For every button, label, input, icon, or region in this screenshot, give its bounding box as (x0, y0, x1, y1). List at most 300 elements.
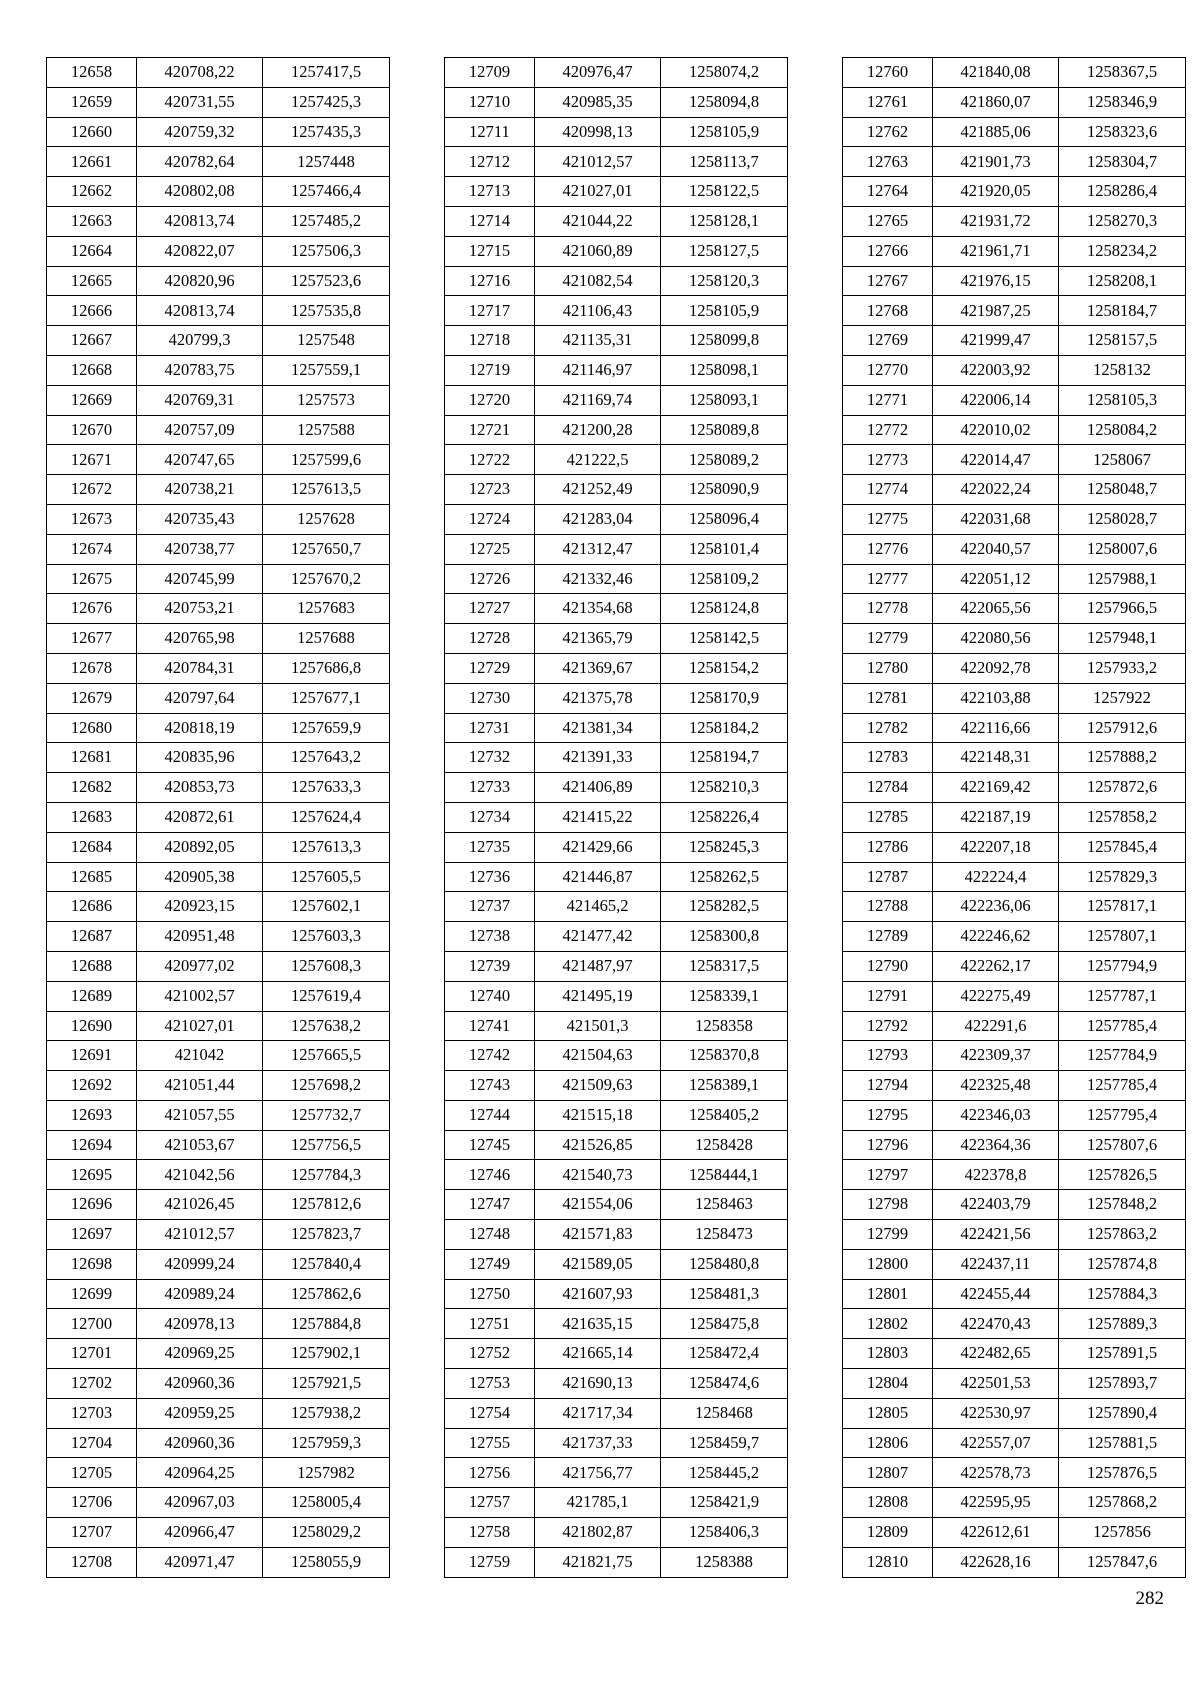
x-coordinate-cell: 420923,15 (137, 892, 263, 922)
table-row (843, 236, 1186, 266)
y-coordinate-cell: 1258093,1 (661, 385, 788, 415)
y-coordinate-cell: 1257650,7 (263, 534, 390, 564)
point-number-cell: 12727 (445, 594, 535, 624)
x-coordinate-cell: 420820,96 (137, 266, 263, 296)
page-number: 282 (1135, 1588, 1164, 1609)
x-coordinate-cell: 421051,44 (137, 1071, 263, 1101)
table-row (445, 1309, 788, 1339)
point-number-cell: 12704 (47, 1428, 137, 1458)
x-coordinate-cell: 421026,45 (137, 1190, 263, 1220)
x-coordinate-cell: 420738,21 (137, 475, 263, 505)
x-coordinate-cell: 422482,65 (933, 1339, 1059, 1369)
point-number-cell: 12702 (47, 1369, 137, 1399)
point-number-cell: 12750 (445, 1279, 535, 1309)
point-number-cell: 12753 (445, 1369, 535, 1399)
point-number-cell: 12795 (843, 1100, 933, 1130)
y-coordinate-cell: 1257602,1 (263, 892, 390, 922)
table-row (843, 713, 1186, 743)
table-row (843, 1428, 1186, 1458)
x-coordinate-cell: 420783,75 (137, 355, 263, 385)
table-row (445, 296, 788, 326)
point-number-cell: 12658 (47, 58, 137, 88)
point-number-cell: 12737 (445, 892, 535, 922)
y-coordinate-cell: 1258084,2 (1059, 415, 1186, 445)
point-number-cell: 12784 (843, 773, 933, 803)
x-coordinate-cell: 420977,02 (137, 951, 263, 981)
table-row (445, 475, 788, 505)
y-coordinate-cell: 1258094,8 (661, 87, 788, 117)
y-coordinate-cell: 1258358 (661, 1011, 788, 1041)
y-coordinate-cell: 1258120,3 (661, 266, 788, 296)
table-row (843, 564, 1186, 594)
x-coordinate-cell: 421312,47 (535, 534, 661, 564)
table-row (843, 594, 1186, 624)
x-coordinate-cell: 421369,67 (535, 653, 661, 683)
x-coordinate-cell: 420747,65 (137, 445, 263, 475)
point-number-cell: 12775 (843, 504, 933, 534)
x-coordinate-cell: 420797,64 (137, 683, 263, 713)
point-number-cell: 12752 (445, 1339, 535, 1369)
table-row (47, 1249, 390, 1279)
table-row (445, 266, 788, 296)
x-coordinate-cell: 421920,05 (933, 177, 1059, 207)
y-coordinate-cell: 1257665,5 (263, 1041, 390, 1071)
y-coordinate-cell: 1257891,5 (1059, 1339, 1186, 1369)
point-number-cell: 12747 (445, 1190, 535, 1220)
x-coordinate-cell: 420769,31 (137, 385, 263, 415)
point-number-cell: 12693 (47, 1100, 137, 1130)
y-coordinate-cell: 1258122,5 (661, 177, 788, 207)
table-row (47, 1071, 390, 1101)
point-number-cell: 12797 (843, 1160, 933, 1190)
point-number-cell: 12701 (47, 1339, 137, 1369)
y-coordinate-cell: 1257874,8 (1059, 1249, 1186, 1279)
table-row (47, 117, 390, 147)
y-coordinate-cell: 1257862,6 (263, 1279, 390, 1309)
table-row (445, 87, 788, 117)
y-coordinate-cell: 1258096,4 (661, 504, 788, 534)
point-number-cell: 12802 (843, 1309, 933, 1339)
x-coordinate-cell: 421737,33 (535, 1428, 661, 1458)
point-number-cell: 12666 (47, 296, 137, 326)
y-coordinate-cell: 1258089,2 (661, 445, 788, 475)
x-coordinate-cell: 422006,14 (933, 385, 1059, 415)
point-number-cell: 12730 (445, 683, 535, 713)
x-coordinate-cell: 422578,73 (933, 1458, 1059, 1488)
y-coordinate-cell: 1258194,7 (661, 743, 788, 773)
y-coordinate-cell: 1258098,1 (661, 355, 788, 385)
point-number-cell: 12682 (47, 773, 137, 803)
x-coordinate-cell: 420784,31 (137, 653, 263, 683)
y-coordinate-cell: 1257535,8 (263, 296, 390, 326)
table-row (843, 1160, 1186, 1190)
table-row (47, 475, 390, 505)
table-row (843, 1190, 1186, 1220)
y-coordinate-cell: 1258055,9 (263, 1547, 390, 1577)
point-number-cell: 12767 (843, 266, 933, 296)
x-coordinate-cell: 420976,47 (535, 58, 661, 88)
y-coordinate-cell: 1257608,3 (263, 951, 390, 981)
table-body (445, 58, 788, 1578)
x-coordinate-cell: 421042,56 (137, 1160, 263, 1190)
y-coordinate-cell: 1257698,2 (263, 1071, 390, 1101)
x-coordinate-cell: 421222,5 (535, 445, 661, 475)
y-coordinate-cell: 1257938,2 (263, 1398, 390, 1428)
point-number-cell: 12759 (445, 1547, 535, 1577)
x-coordinate-cell: 421501,3 (535, 1011, 661, 1041)
x-coordinate-cell: 421961,71 (933, 236, 1059, 266)
table-row (843, 1547, 1186, 1577)
x-coordinate-cell: 420753,21 (137, 594, 263, 624)
point-number-cell: 12794 (843, 1071, 933, 1101)
point-number-cell: 12721 (445, 415, 535, 445)
point-number-cell: 12675 (47, 564, 137, 594)
y-coordinate-cell: 1257912,6 (1059, 713, 1186, 743)
y-coordinate-cell: 1257848,2 (1059, 1190, 1186, 1220)
point-number-cell: 12768 (843, 296, 933, 326)
y-coordinate-cell: 1258234,2 (1059, 236, 1186, 266)
point-number-cell: 12741 (445, 1011, 535, 1041)
point-number-cell: 12806 (843, 1428, 933, 1458)
y-coordinate-cell: 1258132 (1059, 355, 1186, 385)
point-number-cell: 12791 (843, 981, 933, 1011)
x-coordinate-cell: 420999,24 (137, 1249, 263, 1279)
table-row (445, 802, 788, 832)
x-coordinate-cell: 422014,47 (933, 445, 1059, 475)
y-coordinate-cell: 1257858,2 (1059, 802, 1186, 832)
point-number-cell: 12676 (47, 594, 137, 624)
y-coordinate-cell: 1258481,3 (661, 1279, 788, 1309)
table-row (47, 385, 390, 415)
point-number-cell: 12766 (843, 236, 933, 266)
x-coordinate-cell: 421509,63 (535, 1071, 661, 1101)
y-coordinate-cell: 1257863,2 (1059, 1220, 1186, 1250)
table-row (843, 922, 1186, 952)
point-number-cell: 12805 (843, 1398, 933, 1428)
point-number-cell: 12708 (47, 1547, 137, 1577)
table-row (47, 147, 390, 177)
table-row (445, 1249, 788, 1279)
point-number-cell: 12729 (445, 653, 535, 683)
y-coordinate-cell: 1257785,4 (1059, 1071, 1186, 1101)
y-coordinate-cell: 1257868,2 (1059, 1488, 1186, 1518)
point-number-cell: 12740 (445, 981, 535, 1011)
table-row (445, 981, 788, 1011)
x-coordinate-cell: 420853,73 (137, 773, 263, 803)
point-number-cell: 12725 (445, 534, 535, 564)
table-row (47, 58, 390, 88)
y-coordinate-cell: 1258480,8 (661, 1249, 788, 1279)
table-row (843, 147, 1186, 177)
point-number-cell: 12707 (47, 1518, 137, 1548)
point-number-cell: 12660 (47, 117, 137, 147)
table-row (843, 743, 1186, 773)
table-row (47, 773, 390, 803)
table-row (843, 1279, 1186, 1309)
y-coordinate-cell: 1257784,3 (263, 1160, 390, 1190)
x-coordinate-cell: 422092,78 (933, 653, 1059, 683)
x-coordinate-cell: 421044,22 (535, 206, 661, 236)
y-coordinate-cell: 1258405,2 (661, 1100, 788, 1130)
x-coordinate-cell: 421840,08 (933, 58, 1059, 88)
point-number-cell: 12688 (47, 951, 137, 981)
table-row (47, 1279, 390, 1309)
table-row (843, 892, 1186, 922)
table-row (843, 1398, 1186, 1428)
y-coordinate-cell: 1258463 (661, 1190, 788, 1220)
point-number-cell: 12662 (47, 177, 137, 207)
y-coordinate-cell: 1257817,1 (1059, 892, 1186, 922)
point-number-cell: 12743 (445, 1071, 535, 1101)
y-coordinate-cell: 1258105,9 (661, 117, 788, 147)
y-coordinate-cell: 1258184,7 (1059, 296, 1186, 326)
x-coordinate-cell: 421860,07 (933, 87, 1059, 117)
table-row (47, 504, 390, 534)
point-number-cell: 12664 (47, 236, 137, 266)
y-coordinate-cell: 1257847,6 (1059, 1547, 1186, 1577)
y-coordinate-cell: 1257732,7 (263, 1100, 390, 1130)
x-coordinate-cell: 420799,3 (137, 326, 263, 356)
point-number-cell: 12771 (843, 385, 933, 415)
table-row (843, 534, 1186, 564)
table-row (445, 534, 788, 564)
point-number-cell: 12686 (47, 892, 137, 922)
point-number-cell: 12690 (47, 1011, 137, 1041)
x-coordinate-cell: 421465,2 (535, 892, 661, 922)
x-coordinate-cell: 420989,24 (137, 1279, 263, 1309)
y-coordinate-cell: 1257784,9 (1059, 1041, 1186, 1071)
point-number-cell: 12728 (445, 624, 535, 654)
point-number-cell: 12694 (47, 1130, 137, 1160)
x-coordinate-cell: 420967,03 (137, 1488, 263, 1518)
point-number-cell: 12677 (47, 624, 137, 654)
x-coordinate-cell: 421381,34 (535, 713, 661, 743)
point-number-cell: 12722 (445, 445, 535, 475)
table-row (47, 981, 390, 1011)
point-number-cell: 12731 (445, 713, 535, 743)
table-row (47, 1458, 390, 1488)
x-coordinate-cell: 421027,01 (535, 177, 661, 207)
x-coordinate-cell: 422364,36 (933, 1130, 1059, 1160)
x-coordinate-cell: 421976,15 (933, 266, 1059, 296)
table-row (445, 922, 788, 952)
point-number-cell: 12715 (445, 236, 535, 266)
table-row (47, 653, 390, 683)
table-row (445, 743, 788, 773)
y-coordinate-cell: 1258226,4 (661, 802, 788, 832)
x-coordinate-cell: 420960,36 (137, 1369, 263, 1399)
point-number-cell: 12697 (47, 1220, 137, 1250)
x-coordinate-cell: 422437,11 (933, 1249, 1059, 1279)
point-number-cell: 12726 (445, 564, 535, 594)
x-coordinate-cell: 420745,99 (137, 564, 263, 594)
table-row (843, 951, 1186, 981)
x-coordinate-cell: 421012,57 (137, 1220, 263, 1250)
x-coordinate-cell: 420872,61 (137, 802, 263, 832)
point-number-cell: 12748 (445, 1220, 535, 1250)
point-number-cell: 12680 (47, 713, 137, 743)
y-coordinate-cell: 1258105,9 (661, 296, 788, 326)
x-coordinate-cell: 422346,03 (933, 1100, 1059, 1130)
x-coordinate-cell: 421415,22 (535, 802, 661, 832)
y-coordinate-cell: 1257435,3 (263, 117, 390, 147)
y-coordinate-cell: 1257959,3 (263, 1428, 390, 1458)
x-coordinate-cell: 421391,33 (535, 743, 661, 773)
point-number-cell: 12692 (47, 1071, 137, 1101)
y-coordinate-cell: 1258170,9 (661, 683, 788, 713)
x-coordinate-cell: 422325,48 (933, 1071, 1059, 1101)
y-coordinate-cell: 1257624,4 (263, 802, 390, 832)
point-number-cell: 12765 (843, 206, 933, 236)
y-coordinate-cell: 1258154,2 (661, 653, 788, 683)
table-row (445, 951, 788, 981)
y-coordinate-cell: 1257787,1 (1059, 981, 1186, 1011)
y-coordinate-cell: 1257812,6 (263, 1190, 390, 1220)
table-row (843, 862, 1186, 892)
point-number-cell: 12760 (843, 58, 933, 88)
table-row (843, 1071, 1186, 1101)
point-number-cell: 12742 (445, 1041, 535, 1071)
y-coordinate-cell: 1257688 (263, 624, 390, 654)
coordinate-table-1 (46, 57, 390, 1578)
x-coordinate-cell: 422187,19 (933, 802, 1059, 832)
x-coordinate-cell: 420765,98 (137, 624, 263, 654)
x-coordinate-cell: 421931,72 (933, 206, 1059, 236)
point-number-cell: 12661 (47, 147, 137, 177)
point-number-cell: 12732 (445, 743, 535, 773)
coordinate-table-3 (842, 57, 1186, 1578)
y-coordinate-cell: 1257485,2 (263, 206, 390, 236)
x-coordinate-cell: 420969,25 (137, 1339, 263, 1369)
x-coordinate-cell: 422275,49 (933, 981, 1059, 1011)
x-coordinate-cell: 421146,97 (535, 355, 661, 385)
y-coordinate-cell: 1258286,4 (1059, 177, 1186, 207)
table-row (47, 1369, 390, 1399)
point-number-cell: 12779 (843, 624, 933, 654)
y-coordinate-cell: 1257823,7 (263, 1220, 390, 1250)
table-row (445, 683, 788, 713)
y-coordinate-cell: 1258346,9 (1059, 87, 1186, 117)
x-coordinate-cell: 422501,53 (933, 1369, 1059, 1399)
table-row (843, 981, 1186, 1011)
table-row (47, 326, 390, 356)
x-coordinate-cell: 420978,13 (137, 1309, 263, 1339)
x-coordinate-cell: 421012,57 (535, 147, 661, 177)
x-coordinate-cell: 421554,06 (535, 1190, 661, 1220)
point-number-cell: 12695 (47, 1160, 137, 1190)
x-coordinate-cell: 422116,66 (933, 713, 1059, 743)
x-coordinate-cell: 422309,37 (933, 1041, 1059, 1071)
x-coordinate-cell: 422051,12 (933, 564, 1059, 594)
x-coordinate-cell: 422530,97 (933, 1398, 1059, 1428)
point-number-cell: 12780 (843, 653, 933, 683)
table-row (47, 832, 390, 862)
table-row (843, 296, 1186, 326)
x-coordinate-cell: 422291,6 (933, 1011, 1059, 1041)
table-row (445, 1458, 788, 1488)
coordinate-table-2 (444, 57, 788, 1578)
y-coordinate-cell: 1257643,2 (263, 743, 390, 773)
table-row (843, 1309, 1186, 1339)
y-coordinate-cell: 1258067 (1059, 445, 1186, 475)
y-coordinate-cell: 1258282,5 (661, 892, 788, 922)
x-coordinate-cell: 421665,14 (535, 1339, 661, 1369)
point-number-cell: 12689 (47, 981, 137, 1011)
point-number-cell: 12678 (47, 653, 137, 683)
table-row (47, 1220, 390, 1250)
table-row (445, 1279, 788, 1309)
x-coordinate-cell: 421901,73 (933, 147, 1059, 177)
point-number-cell: 12671 (47, 445, 137, 475)
table-row (843, 177, 1186, 207)
table-row (843, 415, 1186, 445)
y-coordinate-cell: 1257893,7 (1059, 1369, 1186, 1399)
x-coordinate-cell: 421406,89 (535, 773, 661, 803)
x-coordinate-cell: 421785,1 (535, 1488, 661, 1518)
table-row (445, 1160, 788, 1190)
y-coordinate-cell: 1258074,2 (661, 58, 788, 88)
x-coordinate-cell: 422595,95 (933, 1488, 1059, 1518)
table-row (47, 1041, 390, 1071)
y-coordinate-cell: 1257785,4 (1059, 1011, 1186, 1041)
point-number-cell: 12810 (843, 1547, 933, 1577)
table-row (843, 1488, 1186, 1518)
table-row (47, 683, 390, 713)
point-number-cell: 12796 (843, 1130, 933, 1160)
table-row (47, 1518, 390, 1548)
y-coordinate-cell: 1258210,3 (661, 773, 788, 803)
table-row (445, 1100, 788, 1130)
y-coordinate-cell: 1257448 (263, 147, 390, 177)
y-coordinate-cell: 1258474,6 (661, 1369, 788, 1399)
table-row (47, 713, 390, 743)
table-row (47, 1190, 390, 1220)
point-number-cell: 12665 (47, 266, 137, 296)
table-row (445, 653, 788, 683)
x-coordinate-cell: 421515,18 (535, 1100, 661, 1130)
table-row (47, 1160, 390, 1190)
y-coordinate-cell: 1257840,4 (263, 1249, 390, 1279)
table-row (843, 802, 1186, 832)
point-number-cell: 12763 (843, 147, 933, 177)
table-row (47, 266, 390, 296)
point-number-cell: 12769 (843, 326, 933, 356)
table-row (843, 773, 1186, 803)
x-coordinate-cell: 421106,43 (535, 296, 661, 326)
y-coordinate-cell: 1257829,3 (1059, 862, 1186, 892)
x-coordinate-cell: 421504,63 (535, 1041, 661, 1071)
x-coordinate-cell: 420782,64 (137, 147, 263, 177)
x-coordinate-cell: 421987,25 (933, 296, 1059, 326)
point-number-cell: 12699 (47, 1279, 137, 1309)
table-row (47, 743, 390, 773)
table-row (445, 892, 788, 922)
table-row (843, 1518, 1186, 1548)
point-number-cell: 12749 (445, 1249, 535, 1279)
table-row (843, 1011, 1186, 1041)
point-number-cell: 12710 (445, 87, 535, 117)
y-coordinate-cell: 1258421,9 (661, 1488, 788, 1518)
y-coordinate-cell: 1257856 (1059, 1518, 1186, 1548)
y-coordinate-cell: 1258370,8 (661, 1041, 788, 1071)
point-number-cell: 12793 (843, 1041, 933, 1071)
x-coordinate-cell: 422148,31 (933, 743, 1059, 773)
y-coordinate-cell: 1257599,6 (263, 445, 390, 475)
table-row (445, 1011, 788, 1041)
point-number-cell: 12785 (843, 802, 933, 832)
point-number-cell: 12803 (843, 1339, 933, 1369)
x-coordinate-cell: 421446,87 (535, 862, 661, 892)
